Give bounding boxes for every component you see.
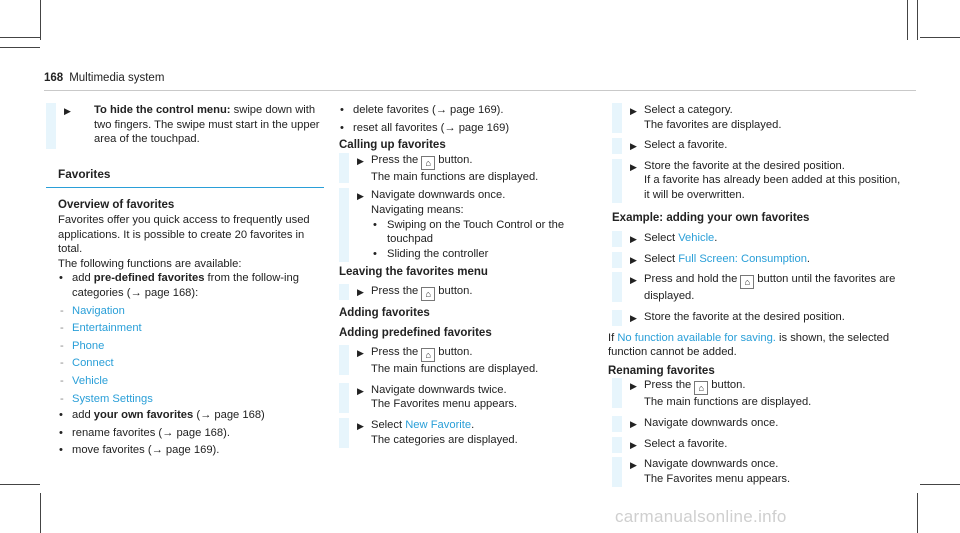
step: ▶ Store the favorite at the desired position.	[612, 310, 902, 325]
crop-mark	[907, 0, 908, 40]
arrow-icon: ▶	[630, 275, 637, 286]
category-link[interactable]: Vehicle	[72, 374, 109, 387]
step-bar	[339, 153, 349, 183]
step: ▶ Navigate downwards once.	[612, 416, 902, 431]
arrow-icon: ▶	[64, 106, 71, 116]
step: ▶ Press the ⌂ button. The main functions are displayed.	[339, 345, 589, 377]
crop-mark	[0, 37, 40, 38]
column-2	[339, 103, 589, 447]
step-bar	[612, 272, 622, 302]
crop-mark	[0, 484, 40, 485]
arrow-icon: ▶	[357, 348, 364, 359]
arrow-icon: ▶	[630, 234, 637, 245]
step: ▶ Navigate downwards once. Navigating means: • Swiping on the Touch Control or the touchpad • Sliding the controller	[339, 188, 589, 261]
new-favorite-link[interactable]: New Favorite	[405, 418, 472, 431]
home-icon: ⌂	[421, 348, 435, 362]
crop-mark	[0, 47, 40, 48]
step-bar	[612, 252, 622, 268]
subsection-title: Example: adding your own favorites	[612, 211, 810, 224]
category-link[interactable]: Entertainment	[72, 322, 142, 335]
category-link[interactable]: System Settings	[72, 392, 153, 405]
list-item: • add your own favorites (→ page 168)	[58, 408, 323, 423]
category-item[interactable]: - System Settings	[60, 392, 153, 405]
list-item: • Swiping on the Touch Control or the touchpad	[357, 218, 589, 247]
step-bar	[339, 188, 349, 262]
step: ▶ Press and hold the ⌂ button until the favorites are displayed.	[612, 272, 902, 304]
step: ▶ Press the ⌂ button.	[339, 284, 589, 301]
arrow-icon: ▶	[630, 418, 637, 429]
arrow-icon: ▶	[357, 286, 364, 297]
step-bar	[612, 310, 622, 326]
column-3	[608, 103, 902, 486]
step-bar	[612, 416, 622, 432]
arrow-icon: ▶	[357, 420, 364, 431]
step-bar	[46, 103, 56, 149]
step-bold: To hide the control menu:	[94, 104, 231, 116]
step-bar	[339, 345, 349, 375]
full-screen-consumption-link[interactable]: Full Screen: Consumption	[678, 252, 807, 265]
list-item: • add pre-defined favorites from the follow-ing categories (→ page 168):	[58, 271, 323, 300]
paragraph: The following functions are available:	[58, 257, 242, 270]
arrow-icon: ▶	[357, 385, 364, 396]
subsection-title: Calling up favorites	[339, 139, 446, 152]
step: ▶ Press the ⌂ button. The main functions are displayed.	[612, 378, 902, 410]
arrow-icon: ▶	[630, 106, 637, 116]
crop-mark	[920, 37, 960, 38]
category-link[interactable]: Navigation	[72, 304, 125, 317]
subsection-title: Adding favorites	[339, 306, 430, 319]
step-bar	[612, 138, 622, 154]
step-bar	[339, 383, 349, 413]
step: ▶ Select a favorite.	[612, 437, 902, 452]
step: ▶ Select New Favorite. The categories are displayed.	[339, 418, 589, 447]
vehicle-link[interactable]: Vehicle	[678, 232, 715, 245]
arrow-icon: ▶	[630, 141, 637, 152]
category-link[interactable]: Connect	[72, 357, 114, 370]
paragraph: If No function available for saving. is shown, the selected function cannot be added.	[608, 331, 890, 359]
header-divider	[44, 90, 916, 91]
subsection-title: Overview of favorites	[58, 199, 175, 212]
step-bar	[612, 457, 622, 487]
home-icon: ⌂	[421, 156, 435, 170]
list-item: • delete favorites (→ page 169).	[339, 103, 589, 118]
subsection-title: Renaming favorites	[608, 364, 715, 377]
step: ▶ Press the ⌂ button. The main functions are displayed.	[339, 153, 589, 185]
watermark: carmanualsonline.info	[615, 507, 787, 526]
crop-mark	[40, 0, 41, 40]
step-bar	[612, 437, 622, 453]
step: ▶ Select Vehicle.	[612, 231, 902, 246]
step: ▶ Select a favorite.	[612, 138, 902, 153]
arrow-icon: ▶	[630, 381, 637, 392]
list-item: • Sliding the controller	[357, 247, 589, 262]
step-bar	[339, 284, 349, 300]
step-bar	[612, 103, 622, 133]
category-item[interactable]: - Entertainment	[60, 322, 142, 335]
arrow-icon: ▶	[630, 460, 637, 471]
subsection-title: Leaving the favorites menu	[339, 266, 488, 279]
step-bar	[612, 378, 622, 408]
category-item[interactable]: - Navigation	[60, 304, 125, 317]
step-text	[64, 103, 323, 147]
category-item[interactable]: - Phone	[60, 339, 105, 352]
page-header	[44, 72, 164, 84]
step: ▶ Store the favorite at the desired position. If a favorite has already been added at this position, it will be overwritten.	[612, 159, 902, 203]
step: ▶ Select a category. The favorites are displayed.	[612, 103, 902, 132]
list-item: • move favorites (→ page 169).	[58, 443, 323, 458]
crop-mark	[917, 0, 918, 40]
step: ▶ Select Full Screen: Consumption.	[612, 252, 902, 267]
category-link[interactable]: Phone	[72, 339, 105, 352]
step-bar	[339, 418, 349, 448]
list-item: • rename favorites (→ page 168).	[58, 426, 323, 441]
list-item: • reset all favorites (→ page 169)	[339, 121, 589, 136]
arrow-icon: ▶	[630, 439, 637, 450]
no-function-message: No function available for saving.	[617, 331, 776, 344]
section-title: Favorites	[58, 166, 111, 181]
step	[46, 103, 323, 147]
step: ▶ Navigate downwards once. The Favorites menu appears.	[612, 457, 902, 486]
crop-mark	[917, 493, 918, 533]
step-body: swipe down with two fingers. The swipe must start in the upper area of the touchpad.	[94, 104, 320, 146]
category-item[interactable]: - Vehicle	[60, 374, 109, 387]
home-icon: ⌂	[694, 381, 708, 395]
page-header-title: Multimedia system	[69, 72, 165, 84]
page-number: 168	[44, 72, 64, 84]
home-icon: ⌂	[421, 287, 435, 301]
step-bar	[612, 231, 622, 247]
category-item[interactable]: - Connect	[60, 357, 114, 370]
arrow-icon: ▶	[630, 161, 637, 172]
crop-mark	[40, 493, 41, 533]
arrow-icon: ▶	[630, 312, 637, 323]
paragraph: Favorites offer you quick access to frequently used applications. It is possible to create 20 favorites in total.	[58, 213, 310, 256]
subsection-title: Adding predefined favorites	[339, 326, 492, 339]
column-1	[58, 103, 323, 458]
arrow-icon: ▶	[630, 254, 637, 265]
arrow-icon: ▶	[357, 155, 364, 166]
arrow-icon: ▶	[357, 191, 364, 202]
step-bar	[612, 159, 622, 203]
crop-mark	[920, 484, 960, 485]
home-icon: ⌂	[740, 275, 754, 289]
step: ▶ Navigate downwards twice. The Favorites menu appears.	[339, 383, 589, 412]
